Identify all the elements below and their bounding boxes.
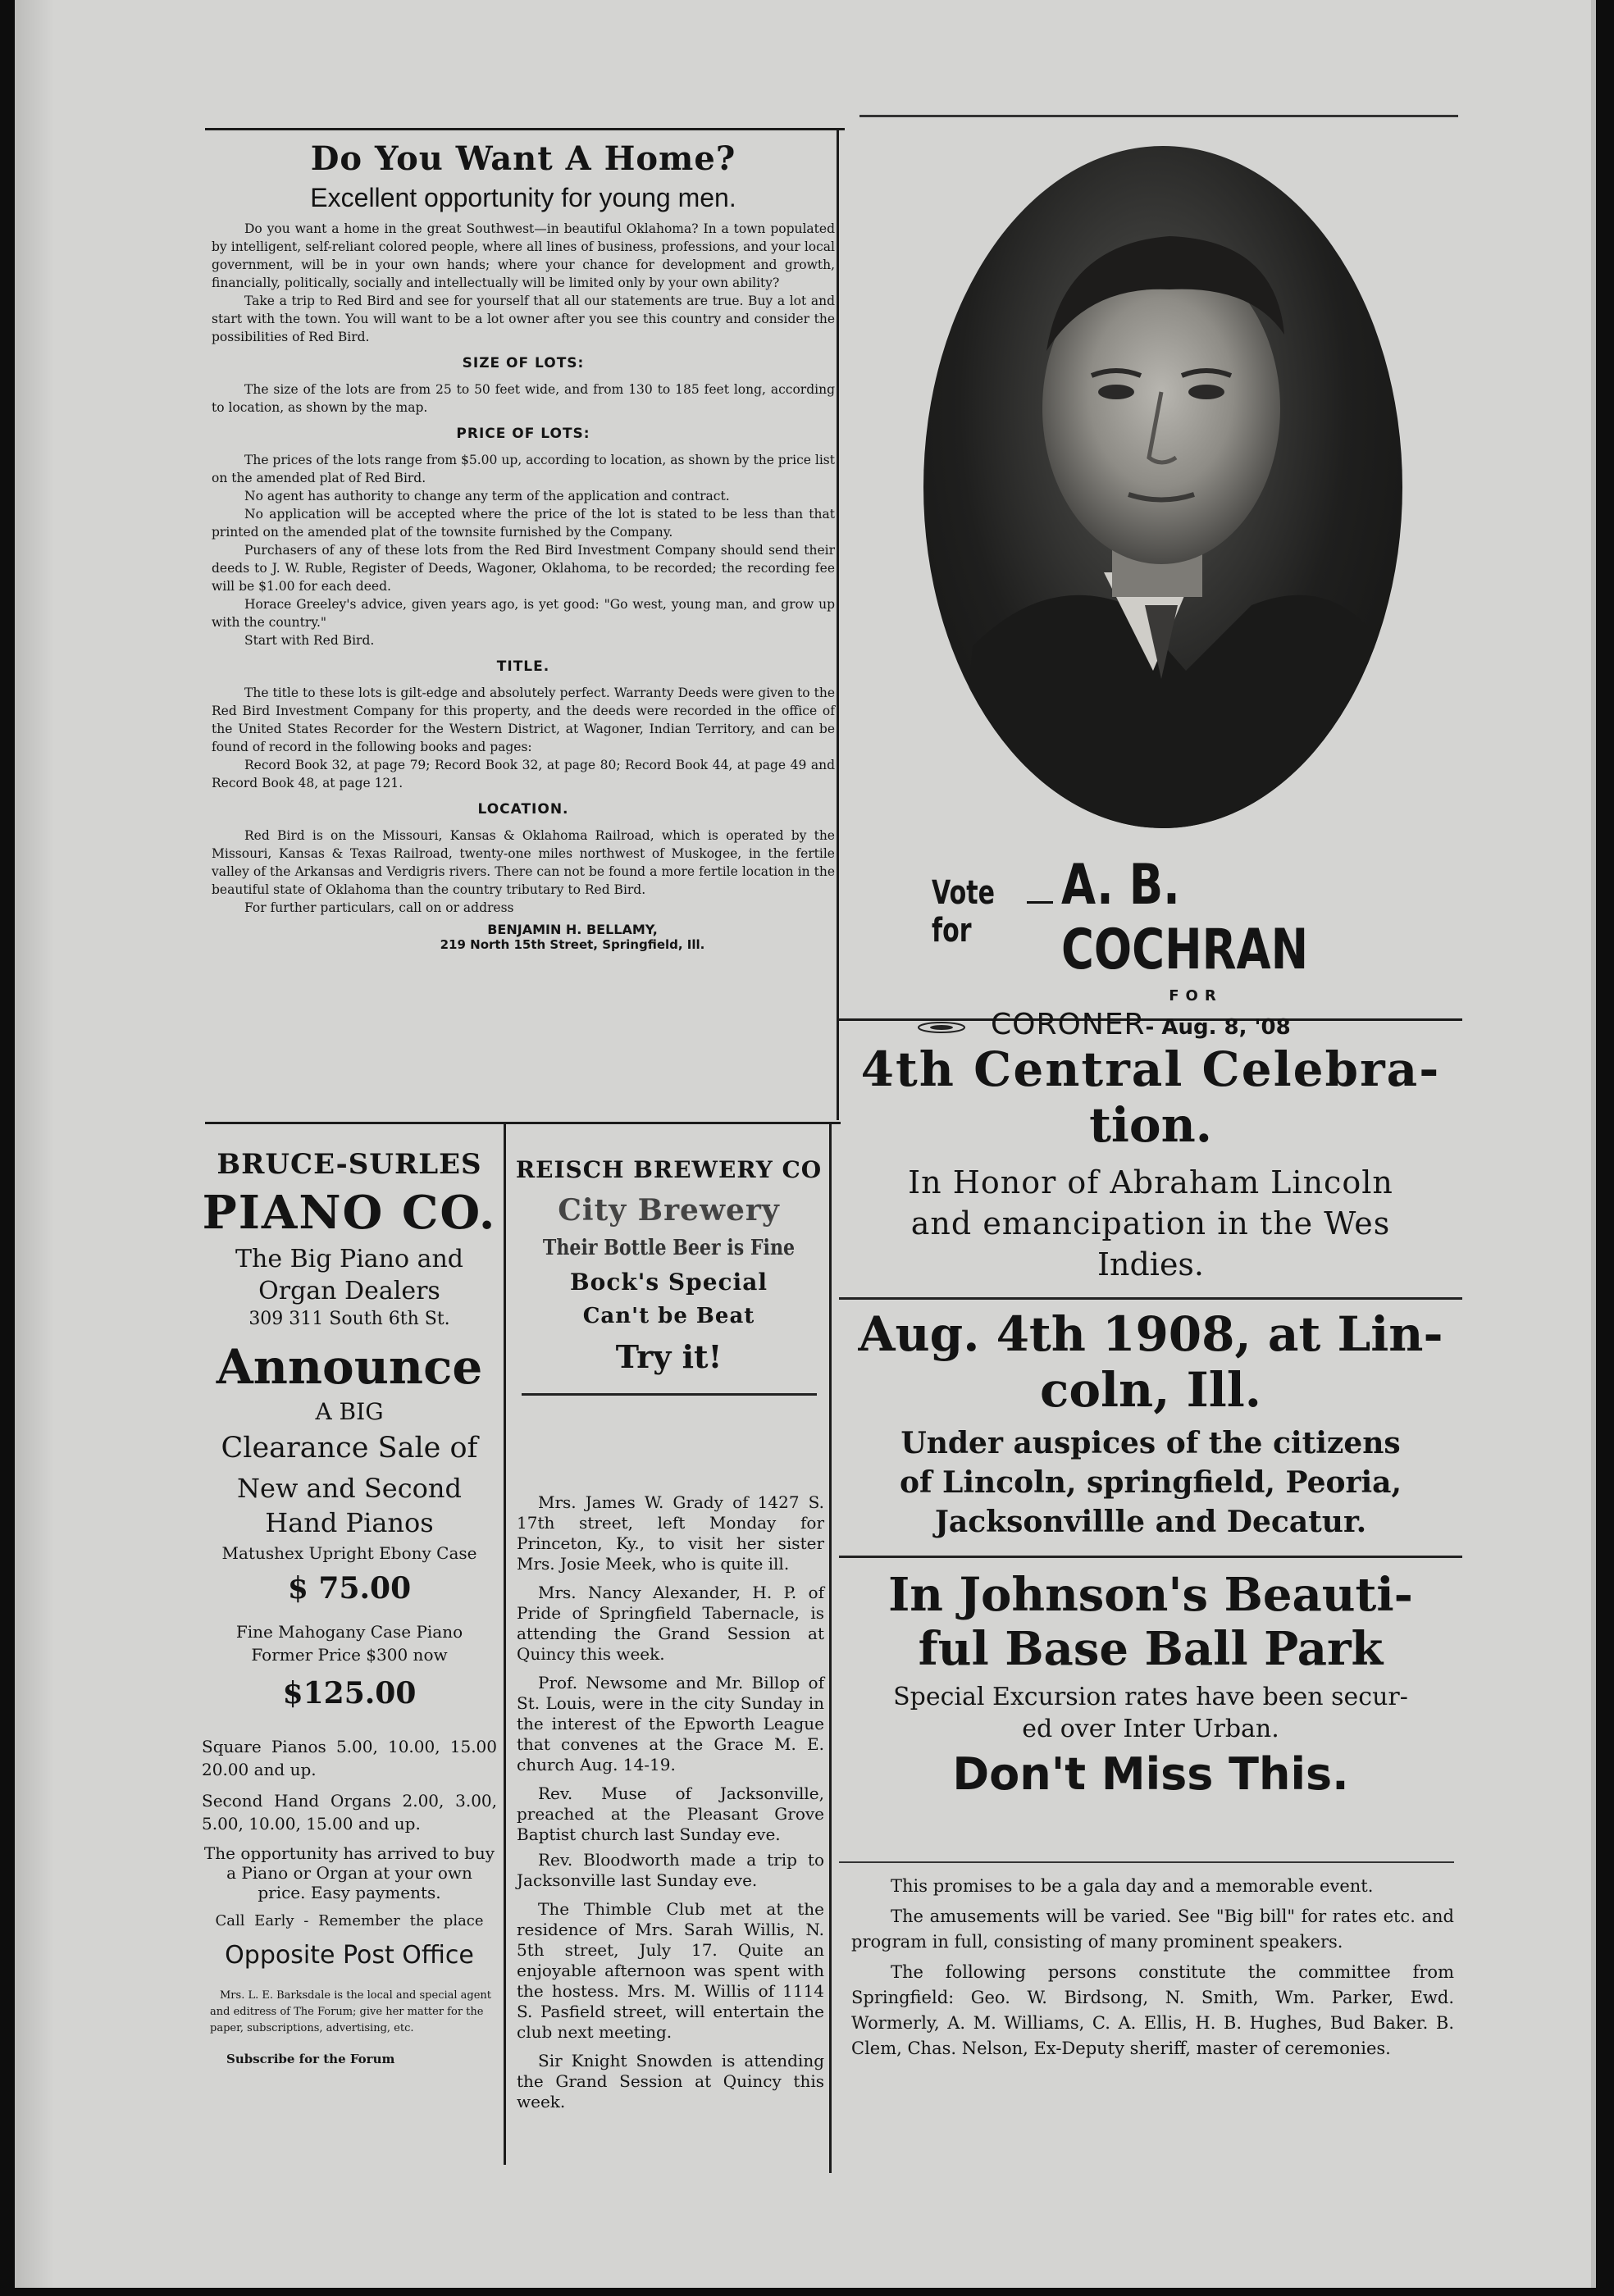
piano-matushek: Matushex Upright Ebony Case <box>221 1543 477 1563</box>
celebration-park-2: ful Base Ball Park <box>918 1622 1384 1676</box>
celebration-bottom-rule <box>839 1861 1454 1863</box>
home-ad-intro: Do you want a home in the great Southwest—in beautiful Oklahoma? In a town populated by intelligent, self-reliant colored people, where all lines of business, professions, and your local government, will be in your own hands; where your chance for development and growth, financially, politically, socially and intellectually will be limited only by your own ability? <box>212 221 835 290</box>
brewery-name: REISCH BREWERY CO <box>515 1156 823 1183</box>
page-shadow <box>15 0 54 2288</box>
election-date: - Aug. 8, '08 <box>1145 1015 1291 1040</box>
brewery-ad <box>511 1156 827 1396</box>
column-rule-upper <box>837 128 839 1120</box>
piano-dealer-line2: Organ Dealers <box>258 1277 440 1305</box>
celebration-para-3: The following persons constitute the committee from Springfield: Geo. W. Birdsong, N. Smith, Wm. Parker, Ewd. Wormerly, A. M. Williams, C. A. Ellis, H. B. Hughes, Bud Baker. B. Clem, Chas. Nelson, Ex-Deputy sheriff, master of ceremonies. <box>851 1962 1454 2058</box>
piano-call-early: Call Early - Remember the place <box>215 1912 484 1929</box>
brewery-try: Try it! <box>615 1338 723 1375</box>
celebration-excursion-2: ed over Inter Urban. <box>1022 1715 1279 1743</box>
top-rule-right <box>859 115 1458 117</box>
vote-for-underline <box>1027 901 1053 904</box>
celebration-excursion-1: Special Excursion rates have been secur- <box>893 1683 1408 1711</box>
vote-for-word: FOR <box>1169 987 1223 1004</box>
column-rule-lower-right <box>829 1123 832 2173</box>
location-heading: LOCATION. <box>477 801 569 818</box>
price-heading: PRICE OF LOTS: <box>456 426 590 442</box>
brewery-bock: Bock's Special <box>570 1269 768 1296</box>
news-item: Mrs. James W. Grady of 1427 S. 17th street, left Monday for Princeton, Ky., to visit her sister Mrs. Josie Meek, who is quite ill. <box>517 1492 824 1574</box>
piano-address: 309 311 South 6th St. <box>248 1309 450 1329</box>
news-item: Rev. Bloodworth made a trip to Jacksonville last Sunday eve. <box>517 1850 824 1890</box>
vote-ad <box>917 853 1442 1041</box>
piano-hand-pianos: Hand Pianos <box>265 1507 434 1538</box>
piano-mahogany: Fine Mahogany Case Piano <box>235 1622 463 1642</box>
piano-ad <box>202 1148 497 2066</box>
top-rule <box>205 128 845 130</box>
signature-address: 219 North 15th Street, Springfield, Ill. <box>440 937 705 952</box>
celebration-honor-2: and emancipation in the Wes <box>910 1205 1391 1241</box>
celebration-date-2: coln, Ill. <box>1040 1362 1261 1418</box>
piano-price-125: $125.00 <box>282 1676 417 1711</box>
piano-opposite-post-office: Opposite Post Office <box>225 1941 474 1970</box>
size-heading: SIZE OF LOTS: <box>462 355 585 371</box>
location-text-1: Red Bird is on the Missouri, Kansas & Oklahoma Railroad, which is operated by the Missouri, Kansas & Texas Railroad, twenty-one miles northwest of Muskogee, in the fertile valley of the Arkansas and Verdigris rivers. There can not be found a more fertile location in the beautiful state of Oklahoma than the country tributary to Red Bird. <box>212 828 835 897</box>
celebration-para-2: The amusements will be varied. See "Big bill" for rates etc. and program in full, consisting of many prominent speakers. <box>851 1906 1454 1952</box>
news-item: Sir Knight Snowden is attending the Grand Session at Quincy this week. <box>517 2051 824 2112</box>
barksdale-note: Mrs. L. E. Barksdale is the local and special agent and editress of The Forum; give her matter for the paper, subscriptions, advertising, etc. <box>210 1989 492 2034</box>
celebration-honor-1: In Honor of Abraham Lincoln <box>908 1164 1393 1200</box>
celebration-park-1: In Johnson's Beauti- <box>888 1568 1413 1622</box>
candidate-portrait <box>923 146 1402 828</box>
home-ad-body <box>212 220 835 917</box>
subscribe-note: Subscribe for the Forum <box>226 2052 395 2066</box>
news-item: Prof. Newsome and Mr. Billop of St. Louis, were in the city Sunday in the interest of the Epworth League that convenes at the Grace M. E. church Aug. 14-19. <box>517 1673 824 1774</box>
column-rule-lower-left <box>504 1123 506 2165</box>
signature-name: BENJAMIN H. BELLAMY, <box>487 922 658 937</box>
piano-price-75: $ 75.00 <box>287 1571 412 1606</box>
piano-a-big: A BIG <box>315 1398 384 1425</box>
celebration-auspices-1: Under auspices of the citizens <box>900 1426 1401 1460</box>
home-ad-title: Do You Want A Home? <box>310 139 736 178</box>
piano-announce: Announce <box>216 1339 483 1395</box>
price-text-2: No agent has authority to change any term of the application and contract. <box>244 489 730 503</box>
celebration-dont-miss: Don't Miss This. <box>952 1748 1349 1800</box>
home-ad-bottom-rule <box>205 1122 841 1124</box>
home-ad-intro2: Take a trip to Red Bird and see for yourself that all our statements are true. Buy a lot and start with the town. You will want to be a lot owner after you see this country and consider the possibilities of Red Bird. <box>212 294 835 344</box>
piano-square: Square Pianos 5.00, 10.00, 15.00 20.00 and up. <box>202 1737 497 1779</box>
celebration-headline-2: tion. <box>1089 1097 1212 1153</box>
vote-for-label: Vote for <box>932 874 995 950</box>
candidate-name: A. B. COCHRAN <box>1061 853 1309 982</box>
price-text-4: Purchasers of any of these lots from the Red Bird Investment Company should send their deeds to J. W. Ruble, Register of Deeds, Wagoner, Oklahoma, to be recorded; the recording fee will be $1.00 for each deed. <box>212 543 835 594</box>
news-item: The Thimble Club met at the residence of Mrs. Sarah Willis, N. 5th street, July 17. Quite an enjoyable afternoon was spent with the hostess. Mrs. M. Willis of 1114 S. Pasfield street, will entertain the club next meeting. <box>517 1899 824 2042</box>
location-text-2: For further particulars, call on or address <box>244 900 514 915</box>
price-text-5: Horace Greeley's advice, given years ago, is yet good: "Go west, young man, and grow up with the country." <box>212 597 835 630</box>
celebration-date-1: Aug. 4th 1908, at Lin- <box>858 1306 1443 1362</box>
price-text-1: The prices of the lots range from $5.00 up, according to location, as shown by the price list on the amended plat of Red Bird. <box>212 453 835 485</box>
title-text-1: The title to these lots is gilt-edge and absolutely perfect. Warranty Deeds were given to the Red Bird Investment Company for this property, and the deeds were recorded in the office of the United States Recorder for the Western District, at Wagoner, Indian Territory, and can be found of record in the following books and pages: <box>212 686 835 754</box>
page-edge <box>1591 0 1596 2288</box>
office-name: CORONER <box>991 1008 1146 1041</box>
piano-dealer-line1: The Big Piano and <box>235 1245 463 1273</box>
piano-opportunity: The opportunity has arrived to buy a Piano or Organ at your own price. Easy payments. <box>203 1843 495 1902</box>
price-text-3: No application will be accepted where the price of the lot is stated to be less than that printed on the amended plat of the townsite furnished by the Company. <box>212 507 835 540</box>
size-text: The size of the lots are from 25 to 50 feet wide, and from 130 to 185 feet long, according to location, as shown by the map. <box>212 382 835 415</box>
celebration-headline-1: 4th Central Celebra- <box>860 1041 1441 1097</box>
piano-company-line1: BRUCE-SURLES <box>217 1148 482 1181</box>
office-line <box>917 1008 1442 1041</box>
home-ad <box>212 139 835 952</box>
piano-new-second: New and Second <box>237 1473 462 1504</box>
title-text-2: Record Book 32, at page 79; Record Book 32, at page 80; Record Book 44, at page 49 and Record Book 48, at page 121. <box>212 758 835 790</box>
celebration-details <box>851 1874 1454 2061</box>
piano-clearance: Clearance Sale of <box>221 1432 478 1465</box>
celebration-rule-1 <box>839 1297 1462 1300</box>
brewery-cant: Can't be Beat <box>582 1304 755 1328</box>
brewery-rule <box>522 1393 817 1396</box>
local-news-column <box>517 1492 824 2112</box>
brewery-city: City Brewery <box>558 1193 780 1228</box>
celebration-auspices-2: of Lincoln, springfield, Peoria, <box>900 1465 1402 1500</box>
vote-line <box>917 853 1442 982</box>
title-heading: TITLE. <box>496 658 550 675</box>
celebration-rule-2 <box>839 1556 1462 1558</box>
price-text-6: Start with Red Bird. <box>244 633 375 648</box>
piano-company-line2: PIANO CO. <box>202 1186 497 1240</box>
news-item: Rev. Muse of Jacksonville, preached at the Pleasant Grove Baptist church last Sunday eve. <box>517 1784 824 1844</box>
portrait-figure <box>923 146 1402 828</box>
news-item: Mrs. Nancy Alexander, H. P. of Pride of Springfield Tabernacle, is attending the Grand Session at Quincy this week. <box>517 1583 824 1664</box>
home-ad-subtitle: Excellent opportunity for young men. <box>310 183 736 212</box>
piano-former-price: Former Price $300 now <box>251 1645 448 1665</box>
brewery-bottle: Their Bottle Beer is Fine <box>542 1236 796 1260</box>
newspaper-page <box>15 0 1596 2288</box>
celebration-para-1: This promises to be a gala day and a memorable event. <box>891 1876 1374 1896</box>
celebration-honor-3: Indies. <box>1097 1246 1205 1282</box>
piano-organs: Second Hand Organs 2.00, 3.00, 5.00, 10.00, 15.00 and up. <box>202 1791 497 1834</box>
celebration-ad <box>839 1041 1462 1800</box>
decorative-ornament-icon <box>917 1021 966 1034</box>
celebration-auspices-3: Jacksonvillle and Decatur. <box>934 1505 1367 1539</box>
